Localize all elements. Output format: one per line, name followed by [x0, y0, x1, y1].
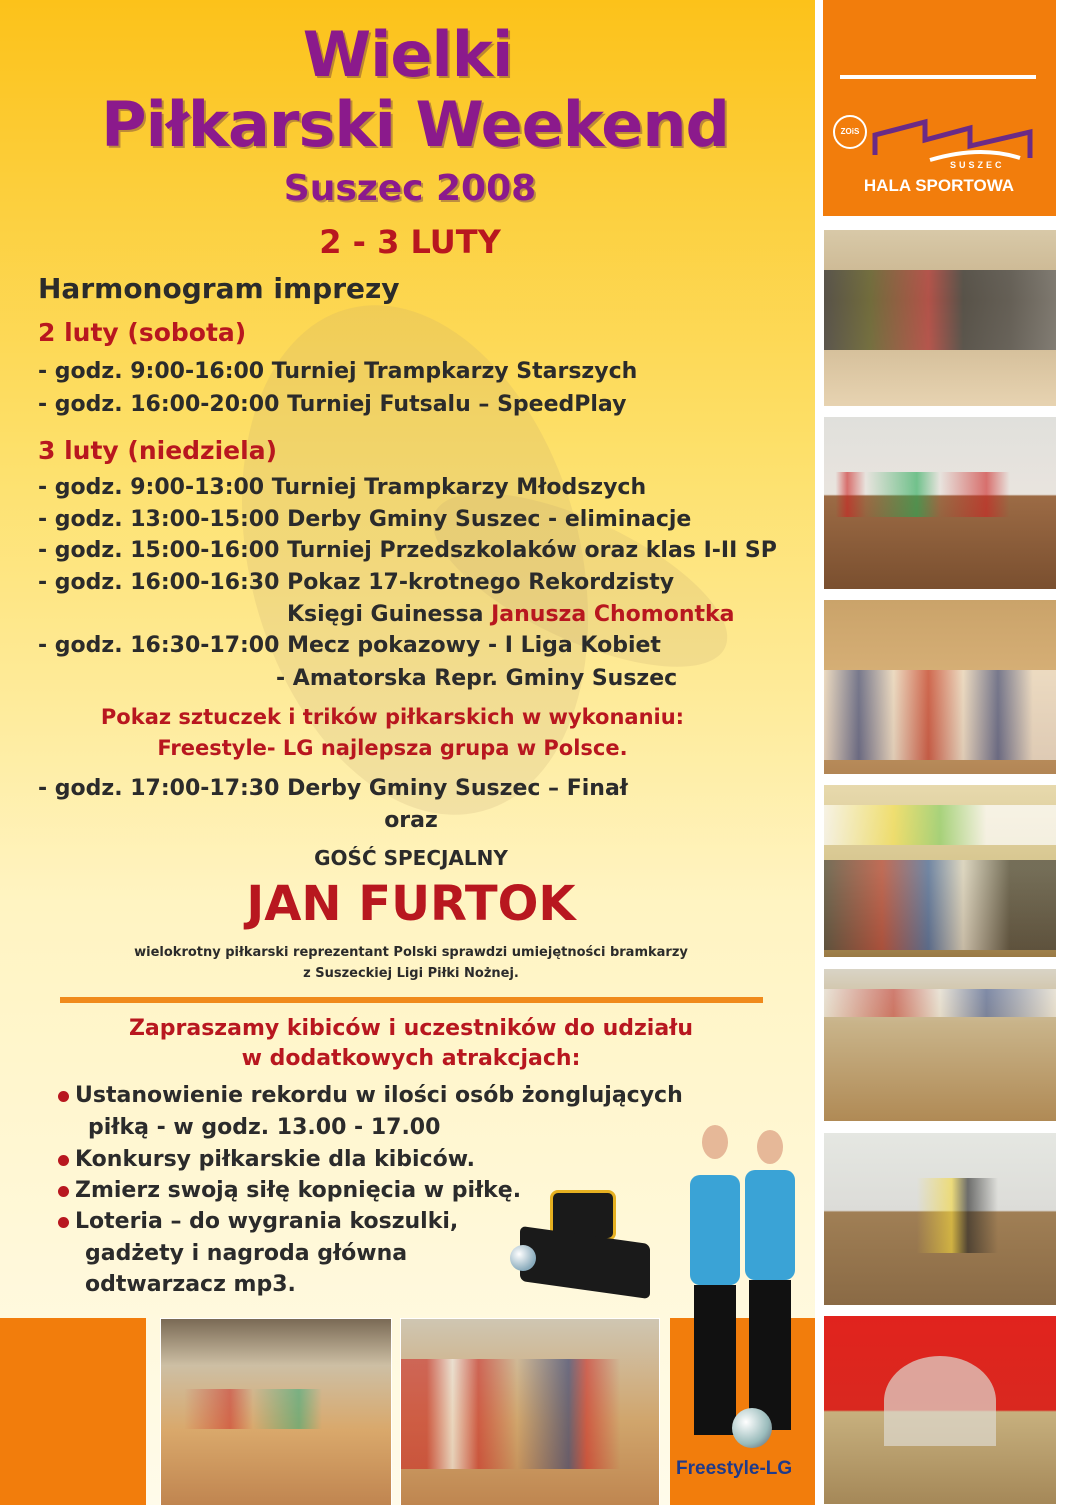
day1-item: - godz. 9:00-16:00 Turniej Trampkarzy Starszych: [38, 359, 638, 384]
attraction-label: Konkursy piłkarskie dla kibiców.: [75, 1147, 475, 1172]
day1-label: 2 luty (sobota): [38, 318, 247, 347]
attraction-item: [58, 1147, 475, 1172]
title-line2: Piłkarski Weekend: [101, 88, 729, 161]
zois-badge: ZOiS: [833, 115, 867, 149]
photo-futsal-hall-wide: [160, 1318, 392, 1505]
bottom-orange-block-left: [0, 1318, 146, 1505]
attraction-item-cont: piłką - w godz. 13.00 - 17.00: [88, 1115, 441, 1140]
attractions-heading-line2: w dodatkowych atrakcjach:: [241, 1046, 581, 1071]
freestyle-players-figure: [680, 1115, 810, 1455]
schedule-heading: Harmonogram imprezy: [38, 272, 400, 305]
bullet-icon: [58, 1217, 69, 1228]
day2-label: 3 luty (niedziela): [38, 436, 278, 465]
attractions-heading-line1: Zapraszamy kibiców i uczestników do udziału: [128, 1016, 694, 1041]
ball-icon: [732, 1408, 772, 1448]
day2-item: - godz. 13:00-15:00 Derby Gminy Suszec - eliminacje: [38, 507, 692, 532]
photo-futsal-match: [823, 968, 1057, 1122]
attraction-label: Loteria – do wygrania koszulki,: [75, 1209, 459, 1234]
guinness-prefix: Księgi Guinessa: [287, 602, 492, 627]
day1-item: - godz. 16:00-20:00 Turniej Futsalu – SpeedPlay: [38, 392, 627, 417]
section-divider: [60, 997, 763, 1003]
guinness-line: [287, 602, 734, 627]
guest-name: JAN FURTOK: [246, 876, 576, 932]
guest-label: GOŚĆ SPECJALNY: [314, 846, 508, 870]
logo-name: HALA SPORTOWA: [863, 176, 1015, 195]
day2-item: - godz. 15:00-16:00 Turniej Przedszkolaków oraz klas I-II SP: [38, 538, 777, 563]
subtitle: Suszec 2008: [283, 168, 537, 209]
bullet-icon: [58, 1091, 69, 1102]
attraction-item: [58, 1083, 683, 1108]
photo-referee-hall: [823, 1132, 1057, 1306]
attraction-label: Ustanowienie rekordu w ilości osób żonglujących: [75, 1083, 683, 1108]
match-item-cont: - Amatorska Repr. Gminy Suszec: [276, 666, 678, 691]
match-item: - godz. 16:30-17:00 Mecz pokazowy - I Liga Kobiet: [38, 633, 661, 658]
photo-balloons-group: [823, 784, 1057, 958]
attraction-item-cont: gadżety i nagroda główna: [85, 1241, 408, 1266]
freestyle-line1: Pokaz sztuczek i trików piłkarskich w wykonaniu:: [100, 705, 685, 729]
guest-desc-line2: z Suszeckiej Ligi Piłki Nożnej.: [303, 966, 519, 981]
photo-goal-inflatable: [823, 1315, 1057, 1505]
freestyle-line2: Freestyle- LG najlepsza grupa w Polsce.: [157, 736, 628, 760]
logo-divider: [840, 75, 1036, 79]
oraz-text: oraz: [384, 808, 438, 833]
title-line1: Wielki: [302, 18, 513, 91]
kick-machine-image: [510, 1190, 660, 1305]
day2-item: - godz. 16:00-16:30 Pokaz 17-krotnego Rekordzisty: [38, 570, 675, 595]
freestyle-caption: Freestyle-LG: [676, 1458, 793, 1479]
attraction-label: Zmierz swoją siłę kopnięcia w piłkę.: [75, 1178, 522, 1203]
logo-town: SUSZEC: [950, 160, 1005, 170]
final-item: - godz. 17:00-17:30 Derby Gminy Suszec – Finał: [38, 776, 628, 801]
photo-kids-hall: [823, 416, 1057, 590]
attraction-item-cont: odtwarzacz mp3.: [85, 1272, 296, 1297]
photo-futsal-action: [400, 1318, 660, 1505]
event-date: 2 - 3 LUTY: [319, 223, 501, 261]
photo-kids-sitting: [823, 599, 1057, 775]
photo-team-group: [823, 229, 1057, 407]
bullet-icon: [58, 1155, 69, 1166]
day2-item: - godz. 9:00-13:00 Turniej Trampkarzy Młodszych: [38, 475, 647, 500]
guinness-name: Janusza Chomontka: [491, 602, 735, 627]
attraction-item: [58, 1178, 521, 1203]
attraction-item: [58, 1209, 458, 1234]
guest-desc-line1: wielokrotny piłkarski reprezentant Polski sprawdzi umiejętności bramkarzy: [134, 945, 688, 960]
bullet-icon: [58, 1186, 69, 1197]
